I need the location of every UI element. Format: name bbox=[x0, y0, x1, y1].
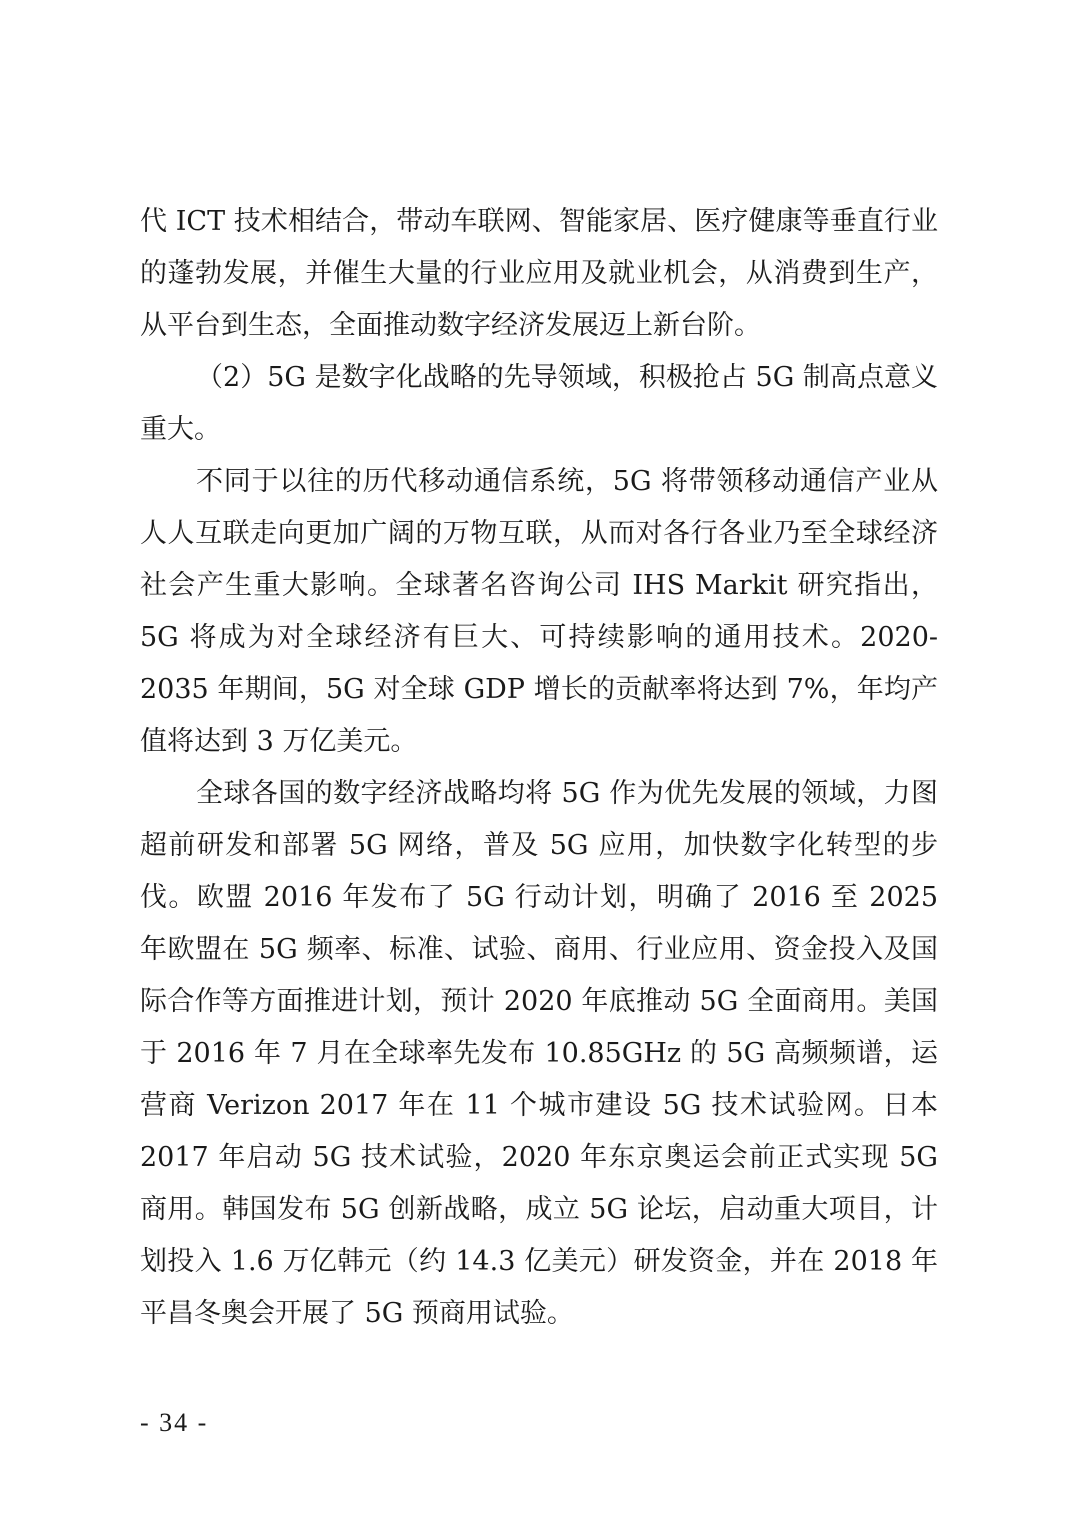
paragraph-global-strategies: 全球各国的数字经济战略均将 5G 作为优先发展的领域，力图超前研发和部署 5G 网络，普及 5G 应用，加快数字化转型的步伐。欧盟 2016 年发布了 5G 行动计划，明确了 2016 至 2025 年欧盟在 5G 频率、标准、试验、商用、行业应用、资金投入及国际合作等方面推进计划，预计 2020 年底推动 5G 全面商用。美国于 2016 年 7 月在全球率先发布 10.85GHz 的 5G 高频频谱，运营商 Verizon 2017 年在 11 个城市建设 5G 技术试验网。日本 2017 年启动 5G 技术试验，2020 年东京奥运会前正式实现 5G 商用。韩国发布 5G 创新战略，成立 5G 论坛，启动重大项目，计划投入 1.6 万亿韩元（约 14.3 亿美元）研发资金，并在 2018 年平昌冬奥会开展了 5G 预商用试验。 bbox=[140, 778, 938, 1329]
paragraph-heading-2: （2）5G 是数字化战略的先导领域，积极抢占 5G 制高点意义重大。 bbox=[140, 362, 938, 445]
page-number: - 34 - bbox=[140, 1408, 209, 1437]
body-text bbox=[140, 196, 938, 1340]
paragraph-5g-impact: 不同于以往的历代移动通信系统，5G 将带领移动通信产业从人人互联走向更加广阔的万物互联，从而对各行各业乃至全球经济社会产生重大影响。全球著名咨询公司 IHS Markit 研究指出，5G 将成为对全球经济有巨大、可持续影响的通用技术。2020-2035 年期间，5G 对全球 GDP 增长的贡献率将达到 7%，年均产值将达到 3 万亿美元。 bbox=[140, 466, 938, 757]
paragraph-continuation: 代 ICT 技术相结合，带动车联网、智能家居、医疗健康等垂直行业的蓬勃发展，并催生大量的行业应用及就业机会，从消费到生产，从平台到生态，全面推动数字经济发展迈上新台阶。 bbox=[140, 206, 938, 341]
